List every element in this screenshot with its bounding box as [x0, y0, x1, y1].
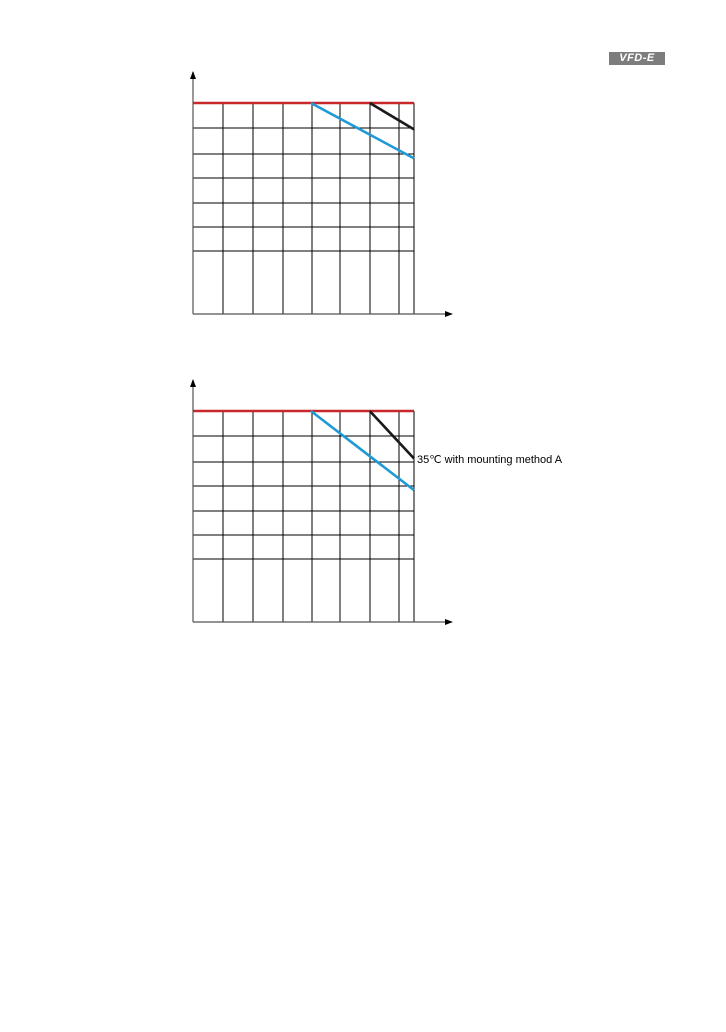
series-line-3: [370, 103, 414, 129]
derating-chart-2: [0, 368, 726, 638]
curve-annotation: 35℃ with mounting method A: [417, 454, 563, 466]
brand-logo: VFD-E: [609, 52, 665, 65]
series-line-3: [370, 411, 414, 459]
derating-chart-1: [0, 60, 726, 330]
y-axis-arrow: [190, 379, 196, 387]
x-axis-arrow: [445, 311, 453, 317]
y-axis-arrow: [190, 71, 196, 79]
x-axis-arrow: [445, 619, 453, 625]
